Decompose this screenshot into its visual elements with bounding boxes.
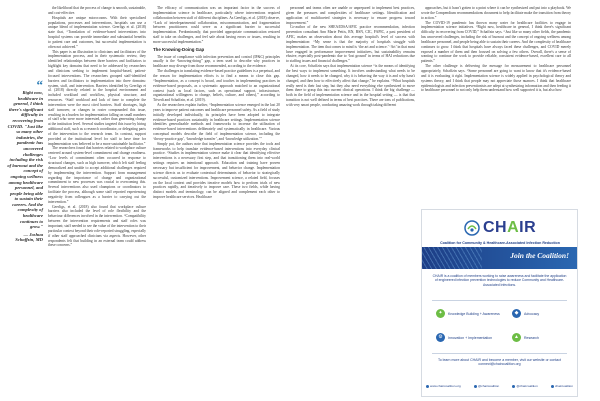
- paragraph: The issue of compliance with infection prevention and control (IP&C) principles usually is the “knowing-doing” gap, a term used to describe why practices in healthcare may diverge from those recommended, according to the evidence.: [153, 54, 280, 69]
- chair-logo: [464, 218, 536, 238]
- chair-cta: To learn more about CHAIR and become a member, visit our website or contact connect@chaircoalition.org: [438, 358, 561, 367]
- feature-advocacy: ◆ Advocacy: [512, 309, 539, 318]
- paragraph: Simply put, the authors note that implementation science provides the tools and frameworks to help translate evidence-based interventions into everyday clinical practice. “Studies in implementation science make it clear that identifying effective interventions is a necessary first step, and that transitioning them into real-world settings requires an intentional approach. Education and training have proven necessary but insufficient for improvement, and behavior change. Implementation science directs us to evaluate contextual determinants of behavior to strategically successful, customized interventions. Improvement science, a related field, focuses on the local context and provides iterative models how to perform trials of new practices rapidly, and iteratively to improve care. These two fields, while having distinct models and terminology, can be aligned and complement each other to improve healthcare services. Healthcare: [153, 141, 280, 200]
- megaphone-icon: ◆: [512, 309, 521, 318]
- feature-grid: [432, 300, 567, 354]
- lightbulb-icon: ✦: [436, 309, 445, 318]
- chair-logo-icon: [464, 220, 480, 236]
- pull-quote-attribution: — Joshua Schaffzin, MD: [15, 231, 43, 243]
- feature-innovation: ⚙ Innovation + Implementation: [436, 333, 492, 342]
- chair-subtitle: Coalition for Community & Healthcare-Associated Infection Reduction: [440, 241, 560, 245]
- paragraph: The COVID-19 pandemic has thrown many water for healthcare facilities to engage in implementation science initiatives. “Right now, healthcare in general, I think there's significant difficulty in recovering from COVID,” Schaffzin says. “Just like so many other fields, the pandemic has uncovered challenges, including the risk of burnout and the concept of ongoing wellness among healthcare personnel, and people being able to sustain their careers. And the complexity of healthcare continues to grow. I think that hospitals have always faced these challenges, and COVID merely exposed a number of them and then focused on solving a few others. Overall, there's a sense of wanting to continue the work to provide reliable, consistent evidence-based, excellent care to all patients.”: [421, 20, 571, 64]
- facebook-link[interactable]: chaircoalition: [551, 384, 573, 388]
- join-headline: Join the Coalition!: [510, 251, 569, 260]
- feature-knowledge: ✦ Knowledge Building + Awareness: [436, 309, 500, 318]
- join-banner: [422, 247, 577, 269]
- chair-wordmark: CHAIR: [483, 219, 537, 236]
- gear-icon: ⚙: [436, 333, 445, 342]
- chair-links: [426, 384, 573, 388]
- paragraph: The efficacy of communication was an important factor in the success of implementation science in healthcare, particularly where interventions required collaboration between staff of different disciplines. As Geerligs, et al. (2018) observe, “Lack of interdepartmental collaboration, miscommunication, and fragmentation between practitioners could serve as a significant barrier to successful implementation. Predominantly, that provided appropriate communication restored staff to take on challenges, and feel safe about having errors or issues, resulting in more successful implementation.”: [153, 6, 280, 44]
- linkedin-link[interactable]: @chaircoalition: [512, 384, 537, 388]
- paragraph: Hospitals are unique microcosms. With their specialized populations, processes and interventions, hospitals can use a unique blend of implementation science. Geerligs et al. (2018) state that, “Translation of evidence-based interventions into hospital systems can provide immediate and substantial benefits to patient care and outcomes, but successful implementation is often not achieved.”: [48, 15, 146, 49]
- paragraph: The researchers found that barriers related to workplace culture centered around system-level commitment and change readiness. “Low levels of commitment often occurred in response to structural changes, such as high turnover, which left staff feeling demoralized and unable to accept additional challenges required by implementing the intervention. Support from management regarding the importance of change and organizational commitment to new processes was crucial to overcoming this. Several interventions also used champions or coordinators to facilitate the process, although some staff reported experiencing negativity from colleagues as a barrier to carrying out the intervention.”: [48, 146, 146, 204]
- pull-quote-text: Right now, healthcare in general, I think there's significant difficulty in recovering from COVID. "Just like so many other industries, the pandemic has uncovered challenges including the risk of burnout and the concept of ongoing wellness among healthcare personnel, and people being able to sustain their careers. And the complexity of healthcare continues to grow.": [7, 90, 43, 230]
- column-4: [421, 6, 571, 93]
- column-3: [286, 6, 415, 108]
- flask-icon: ▲: [512, 333, 521, 342]
- paragraph: personnel and teams often are unable or unprepared to implement best practices, given the pressures and complexities of healthcare settings. Identification and application of multifaceted strategies is necessary to ensure progress toward improvement.”: [286, 6, 415, 25]
- twitter-icon: [474, 385, 477, 388]
- chair-description: CHAIR is a coalition of members working to raise awareness and facilitate the application of engineered infection prevention technologies to reduce Community and Healthcare-Associated Infections.: [432, 274, 567, 287]
- feature-research: ▲ Research: [512, 333, 539, 342]
- paragraph: This paper is an illustration to clinicians and facilitators of the implementation process, and in their systematic review, they identified relationships between three barriers and facilitators to highlight key domains that need to be addressed by researchers and clinicians seeking to implement hospital-based, patient-focused interventions. The researchers grouped staff-identified barriers and facilitators to implementation into three domains: system, staff, and intervention. Barriers identified by Geerligs et al. (2018) directly related to the hospital environment and included workload and workflow, physical structure, and resources. “Staff workload and lack of time to complete the intervention were the most cited barriers. Staff shortages, high staff turnover, or changes in roster compounded this issue, resulting in a burden for implementation falling on small numbers of staff who were more interested, rather than generating change at the institution level. Several studies targeted this issue by hiring additional staff, such as a research coordinator, or delegating parts of the intervention to the research team. In contrast, support provided at the institutional level for staff to have time for implementation was believed to be a more sustainable facilitator.”: [48, 49, 146, 146]
- facebook-icon: [551, 385, 554, 388]
- paragraph: As the researchers explain further, “Implementation science emerged in the last 20 years to improve patient outcomes and healthcare personnel safety. As a field of study initially developed individually, its principles have been adopted to integrate evidence-based practices sustainably in healthcare settings. Implementation science identifies generalizable methods and frameworks to increase the utilization of evidence-based interventions deliberately and systematically in healthcare. Various conceptual models describe the field of implementation science, including the ‘theory-practice gap’, ‘knowledge transfer’, and ‘knowledge utilization.’”: [153, 103, 280, 141]
- pull-quote: [7, 77, 43, 243]
- paragraph: Co-author of the new SHEA/IDSA/APIC practice recommendation, infection prevention consultant Ann Marie Pettis, RN, BSN, CIC, FAPIC, a past president of APIC, makes an observation about this average hospital's level of success with implementation: “My sense is that the majority of hospitals struggle with implementation. The item that comes to mind is ‘the art and science.’ ‘Art’ in that most have engaged in performance improvement initiatives, but sustainability remains elusive, especially post-pandemic due to ‘lost ground’ in terms of HAI reductions due to staffing issues and financial challenges.”: [286, 25, 415, 64]
- quote-mark-icon: “: [36, 77, 43, 92]
- paragraph: The challenges in translating evidence-based practice guidelines is a perpetual, and the reason for implementation efforts is to find a means to close this gap. “Implementation, as a concept is broad, and touches in implementing practices in evidence-based proposals, as a systematic approach matched to an organizational context (such as local factors, such as operational support, infrastructure, organizational willingness to change, beliefs, culture, and others),” according to Trivedi and Schaffzin, et al. (2019).: [153, 69, 280, 103]
- paragraph: the likelihood that the process of change is smooth, sustainable, and cost-effective.: [48, 6, 146, 15]
- section-heading: The Knowing-Doing Gap: [153, 46, 205, 52]
- twitter-link[interactable]: @chaircoalition: [474, 384, 499, 388]
- paragraph: approaches, but it hasn't gotten to a point where it can be synthesized and put into a playbook. We wrote the Compendium recommendations document to help facilitate make the transition from theory to action.”: [421, 6, 571, 20]
- column-1: [48, 6, 146, 248]
- globe-icon: [426, 385, 429, 388]
- paragraph: The other challenge is delivering the message for measurement to healthcare personnel appropriately, Schaffzin says. “Some personnel are going to want to know that it's evidence-based and it is evaluating it right. Implementation science is widely applied in psychological theory and systems theory, and I think that people may not appreciate those nuances. I think that healthcare epidemiologists and infection preventionists are adept at synthesizing information and then feeding it to healthcare personnel to not only help them understand how well supported it is, but also how: [421, 64, 571, 93]
- column-2: [153, 6, 280, 200]
- chair-advertisement: [421, 209, 578, 397]
- website-link[interactable]: www.chaircoalition.org: [426, 384, 461, 388]
- paragraph: Geerligs, et al. (2018) also found that workplace culture barriers also included the level of role flexibility and the behaviour differences involved in the intervention. “Compatibility between the intervention requirements and staff roles was important; staff needed to see the value of the intervention to their particular context beyond their role-reported struggling, especially if other staff approached clinicians via aspects. However, other respondents felt that building in an external team could address these concerns.”: [48, 204, 146, 248]
- paragraph: At its core, Schaffzin says that implementation science “is the means of identifying the best ways to implement something. It involves understanding what needs to be changed, how it needs to be changed, why it is behaving the way it is and why hasn't changed, and then how to effectively affect that change,” he explains. “What hospitals really need is their last step, but they also need everything else synthesized to move them there to grasp this into current clinical operations. I think the big challenge — both in the field of implementation science and in the hospital setting — is that that transition is not well defined in terms of best practices. There are tons of publications, with very smart people, conducting amazing work through taking different: [286, 64, 415, 107]
